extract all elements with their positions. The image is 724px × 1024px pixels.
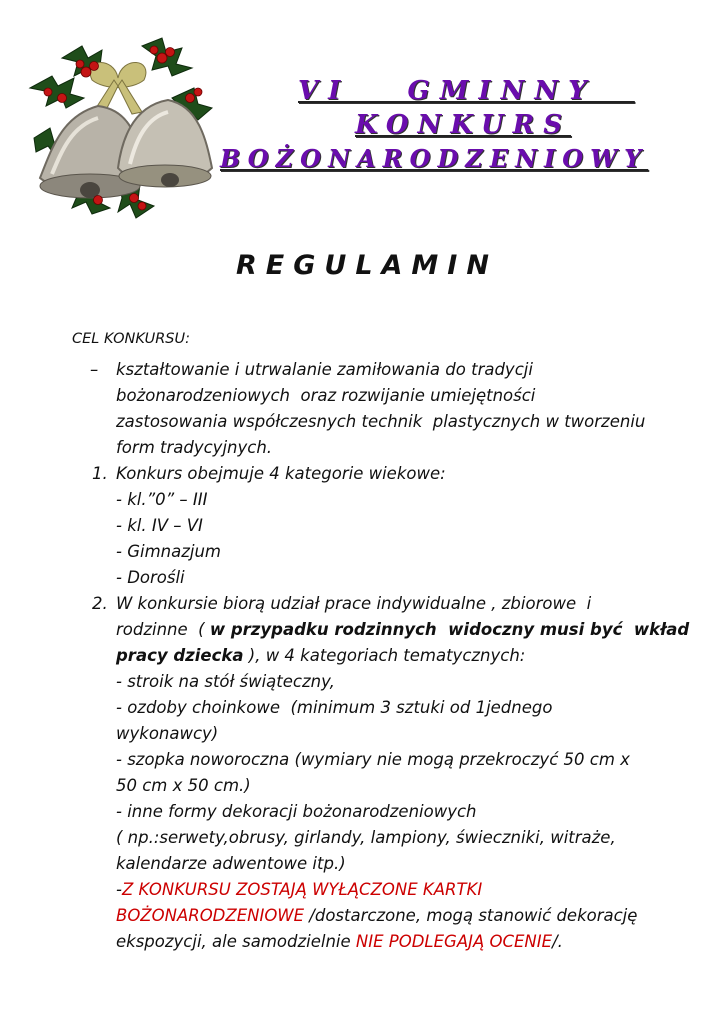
christmas-bells-icon	[22, 28, 214, 228]
point-2-line-part: ), w 4 kategoriach tematycznych:	[243, 646, 526, 665]
exclusion-line	[116, 882, 482, 899]
point-2-line: W konkursie biorą udział prace indywidualne , zbiorowe i	[116, 594, 592, 613]
cel-line: kształtowanie i utrwalanie zamiłowania do tradycji	[116, 360, 533, 379]
title-line-2: KONKURS	[355, 110, 572, 140]
exclusion-line	[116, 934, 563, 951]
exclusion-text: /.	[552, 932, 563, 951]
age-category: - kl.”0” – III	[116, 490, 208, 509]
point-1-number: 1.	[92, 464, 108, 483]
point-2-line-part: rodzinne (	[116, 620, 210, 639]
theme-category: wykonawcy)	[116, 724, 219, 743]
age-category: - kl. IV – VI	[116, 516, 203, 535]
exclusion-text: /dostarczone, mogą stanowić dekorację	[304, 906, 638, 925]
theme-category: - szopka noworoczna (wymiary nie mogą przekroczyć 50 cm x	[116, 750, 630, 769]
cel-line: zastosowania współczesnych technik plastycznych w tworzeniu	[116, 412, 646, 431]
family-work-note: w przypadku rodzinnych widoczny musi być wkład	[209, 620, 690, 639]
theme-category: ( np.:serwety,obrusy, girlandy, lampiony, świeczniki, witraże,	[116, 828, 616, 847]
age-category: - Dorośli	[116, 568, 185, 587]
exclusion-warning: BOŻONARODZENIOWE	[116, 906, 305, 925]
regulamin-heading: REGULAMIN	[236, 250, 498, 281]
title-line-1: VI GMINNY	[298, 76, 635, 106]
title-line-3: BOŻONARODZENIOWY	[220, 144, 649, 173]
point-2-line	[116, 622, 689, 639]
exclusion-line	[116, 908, 637, 925]
age-category: - Gimnazjum	[116, 542, 221, 561]
exclusion-warning: Z KONKURSU ZOSTAJĄ WYŁĄCZONE KARTKI	[121, 880, 483, 899]
cel-label: CEL KONKURSU:	[72, 331, 190, 347]
exclusion-text: ekspozycji, ale samodzielnie	[116, 932, 356, 951]
cel-line: form tradycyjnych.	[116, 438, 273, 457]
theme-category: - ozdoby choinkowe (minimum 3 sztuki od 1jednego	[116, 698, 553, 717]
point-2-line	[116, 648, 525, 665]
theme-category: 50 cm x 50 cm.)	[116, 776, 251, 795]
point-1-text: Konkurs obejmuje 4 kategorie wiekowe:	[116, 464, 446, 483]
dash-marker: –	[90, 360, 99, 379]
exclusion-dash: -	[116, 880, 122, 899]
theme-category: - inne formy dekoracji bożonarodzeniowych	[116, 802, 477, 821]
theme-category: kalendarze adwentowe itp.)	[116, 854, 346, 873]
family-work-note-end: pracy dziecka	[116, 646, 244, 665]
point-2-number: 2.	[92, 594, 108, 613]
theme-category: - stroik na stół świąteczny,	[116, 672, 335, 691]
not-evaluated-warning: NIE PODLEGAJĄ OCENIE	[355, 932, 553, 951]
cel-line: bożonarodzeniowych oraz rozwijanie umiejętności	[116, 386, 536, 405]
